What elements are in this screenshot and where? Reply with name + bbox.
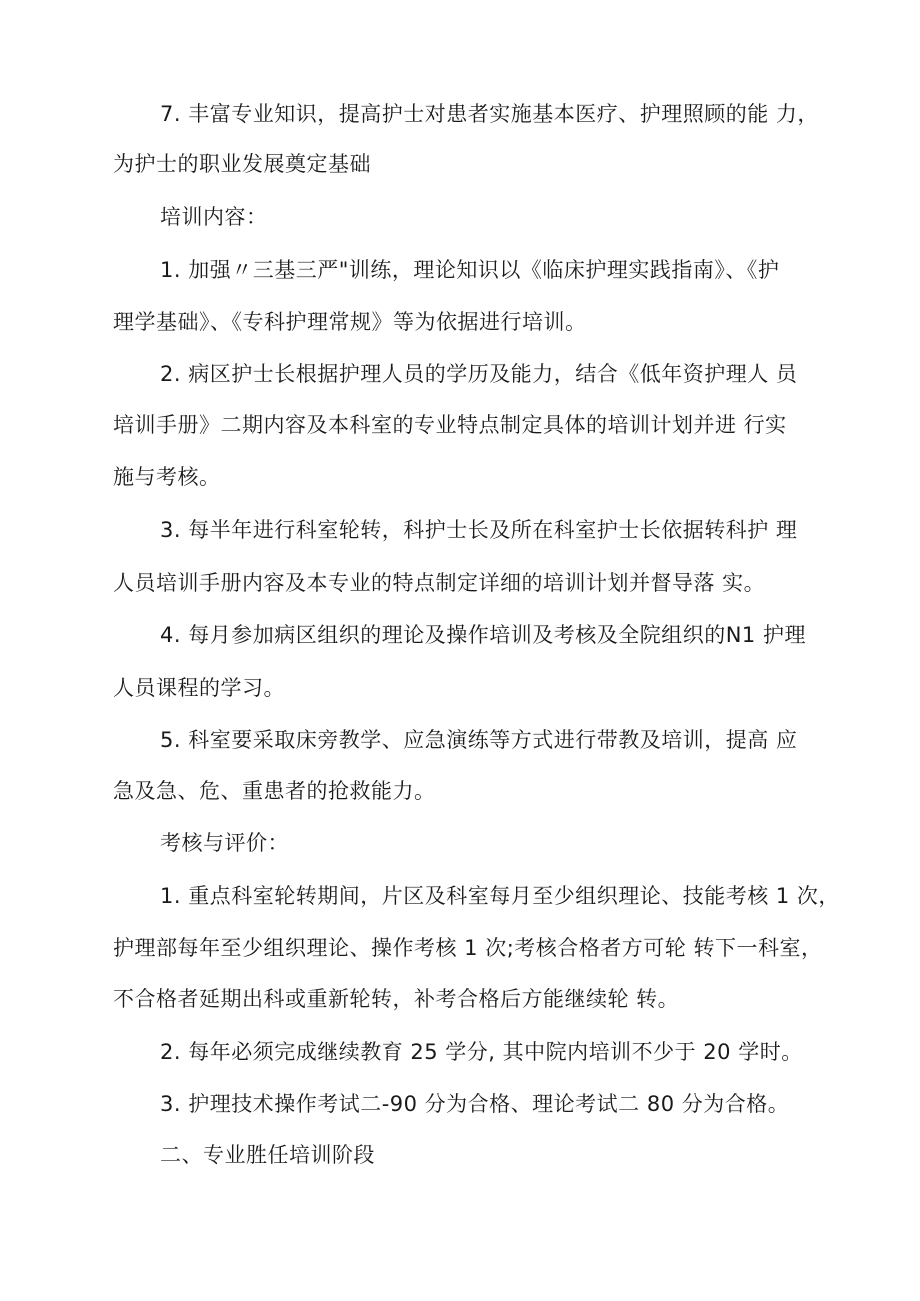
- content-item-5-line-1: 5. 科室要采取床旁教学、应急演练等方式进行带教及培训，提高 应: [160, 728, 798, 752]
- assessment-heading: 考核与评价：: [160, 831, 289, 855]
- content-item-1-line-1: 1. 加强〃三基三严"训练，理论知识以《临床护理实践指南》、《护: [160, 258, 780, 282]
- goal-7-line-2: 为护士的职业发展奠定基础: [113, 152, 371, 176]
- goal-7-line-1: 7. 丰富专业知识，提高护士对患者实施基本医疗、护理照顾的能 力，: [160, 102, 819, 126]
- assessment-item-3: 3. 护理技术操作考试二-90 分为合格、理论考试二 80 分为合格。: [160, 1092, 790, 1116]
- content-item-2-line-2: 培训手册》二期内容及本科室的专业特点制定具体的培训计划并进 行实: [113, 413, 787, 437]
- assessment-item-1-line-2: 护理部每年至少组织理论、操作考核 1 次;考核合格者方可轮 转下一科室，: [113, 936, 823, 960]
- content-item-1-line-2: 理学基础》、《专科护理常规》等为依据进行培训。: [113, 310, 587, 334]
- training-content-heading: 培训内容：: [160, 205, 268, 229]
- section-2-heading: 二、专业胜任培训阶段: [160, 1143, 375, 1167]
- content-item-3-line-1: 3. 每半年进行科室轮转，科护士长及所在科室护士长依据转科护 理: [160, 518, 798, 542]
- content-item-4-line-1: 4. 每月参加病区组织的理论及操作培训及考核及全院组织的N1 护理: [160, 623, 806, 647]
- assessment-item-1-line-3: 不合格者延期出科或重新轮转，补考合格后方能继续轮 转。: [113, 987, 680, 1011]
- assessment-item-2: 2. 每年必须完成继续教育 25 学分, 其中院内培训不少于 20 学时。: [160, 1040, 803, 1064]
- content-item-3-line-2: 人员培训手册内容及本专业的特点制定详细的培训计划并督导落 实。: [113, 571, 766, 595]
- assessment-item-1-line-1: 1. 重点科室轮转期间，片区及科室每月至少组织理论、技能考核 1 次，: [160, 884, 840, 908]
- content-item-2-line-3: 施与考核。: [113, 465, 221, 489]
- content-item-2-line-1: 2. 病区护士长根据护理人员的学历及能力，结合《低年资护理人 员: [160, 362, 798, 386]
- content-item-4-line-2: 人员课程的学习。: [113, 676, 285, 700]
- content-item-5-line-2: 急及急、危、重患者的抢救能力。: [113, 779, 436, 803]
